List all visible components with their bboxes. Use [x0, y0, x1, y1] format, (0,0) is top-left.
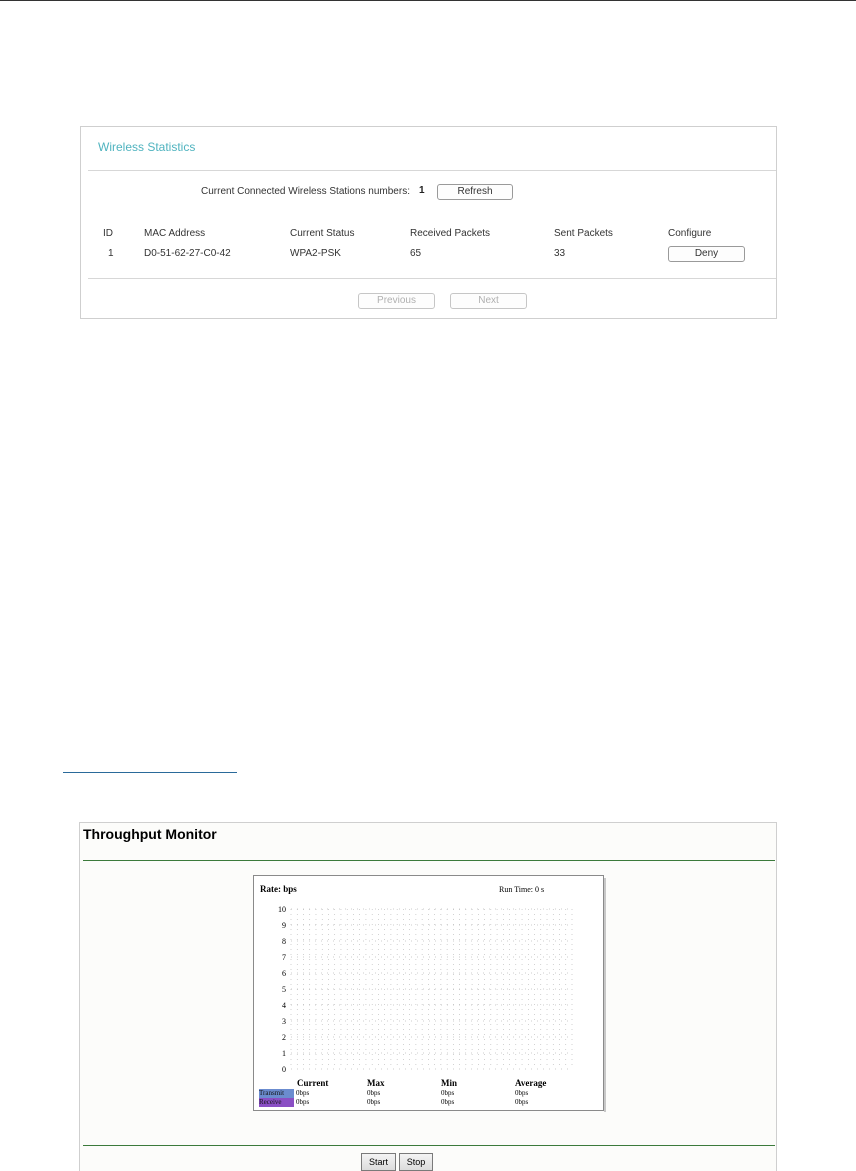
chart-title: Rate: bps [260, 884, 297, 894]
panel-divider [88, 170, 776, 171]
column-header-id: ID [103, 228, 113, 239]
previous-button[interactable]: Previous [358, 293, 435, 309]
y-tick-label: 2 [282, 1033, 286, 1042]
receive-current: 0bps [296, 1098, 310, 1106]
row-received-packets: 65 [410, 248, 422, 259]
y-tick-label: 7 [282, 953, 286, 962]
stat-header-max: Max [367, 1078, 385, 1088]
wireless-statistics-title: Wireless Statistics [98, 140, 196, 154]
column-header-received: Received Packets [410, 228, 491, 239]
next-button[interactable]: Next [450, 293, 527, 309]
stations-count-value: 1 [419, 185, 425, 196]
y-tick-label: 1 [282, 1049, 286, 1058]
deny-button[interactable]: Deny [668, 246, 745, 262]
row-mac-address: D0-51-62-27-C0-42 [144, 248, 231, 259]
throughput-plot [254, 876, 603, 1110]
page-top-rule [0, 0, 856, 1]
table-row [81, 248, 776, 262]
transmit-current: 0bps [296, 1089, 310, 1097]
panel-divider [83, 860, 775, 861]
transmit-min: 0bps [441, 1089, 455, 1097]
transmit-max: 0bps [367, 1089, 381, 1097]
row-id: 1 [108, 248, 114, 259]
refresh-button[interactable]: Refresh [437, 184, 513, 200]
y-tick-label: 5 [282, 985, 286, 994]
stat-header-min: Min [441, 1078, 458, 1088]
y-tick-label: 8 [282, 937, 286, 946]
row-sent-packets: 33 [554, 248, 566, 259]
receive-min: 0bps [441, 1098, 455, 1106]
throughput-chart [253, 875, 604, 1111]
y-tick-label: 6 [282, 969, 286, 978]
stat-header-average: Average [515, 1078, 547, 1088]
y-tick-label: 4 [282, 1001, 286, 1010]
stop-button[interactable]: Stop [399, 1153, 433, 1171]
transmit-legend-swatch: Transmit [259, 1089, 294, 1098]
stat-header-current: Current [297, 1078, 329, 1088]
column-header-mac: MAC Address [144, 228, 206, 239]
y-tick-label: 3 [282, 1017, 286, 1026]
stations-table-header [81, 228, 776, 242]
link-underline [63, 772, 237, 773]
stations-count-label: Current Connected Wireless Stations numbers: [201, 186, 410, 197]
run-time-readout: Run Time: 0 s [499, 885, 545, 894]
y-axis-ticks [278, 905, 286, 1074]
y-tick-label: 10 [278, 905, 286, 914]
receive-max: 0bps [367, 1098, 381, 1106]
column-header-sent: Sent Packets [554, 228, 613, 239]
panel-divider [83, 1145, 775, 1146]
column-header-configure: Configure [668, 228, 712, 239]
panel-divider [88, 278, 776, 279]
wireless-statistics-panel [80, 126, 777, 319]
column-header-status: Current Status [290, 228, 355, 239]
receive-legend-swatch: Receive [259, 1098, 294, 1107]
throughput-monitor-title: Throughput Monitor [83, 826, 217, 842]
transmit-average: 0bps [515, 1089, 529, 1097]
receive-average: 0bps [515, 1098, 529, 1106]
row-current-status: WPA2-PSK [290, 248, 341, 259]
y-tick-label: 0 [282, 1065, 286, 1074]
grid-horizontal [291, 909, 572, 1069]
y-tick-label: 9 [282, 921, 286, 930]
start-button[interactable]: Start [361, 1153, 396, 1171]
throughput-monitor-panel [79, 822, 777, 1171]
